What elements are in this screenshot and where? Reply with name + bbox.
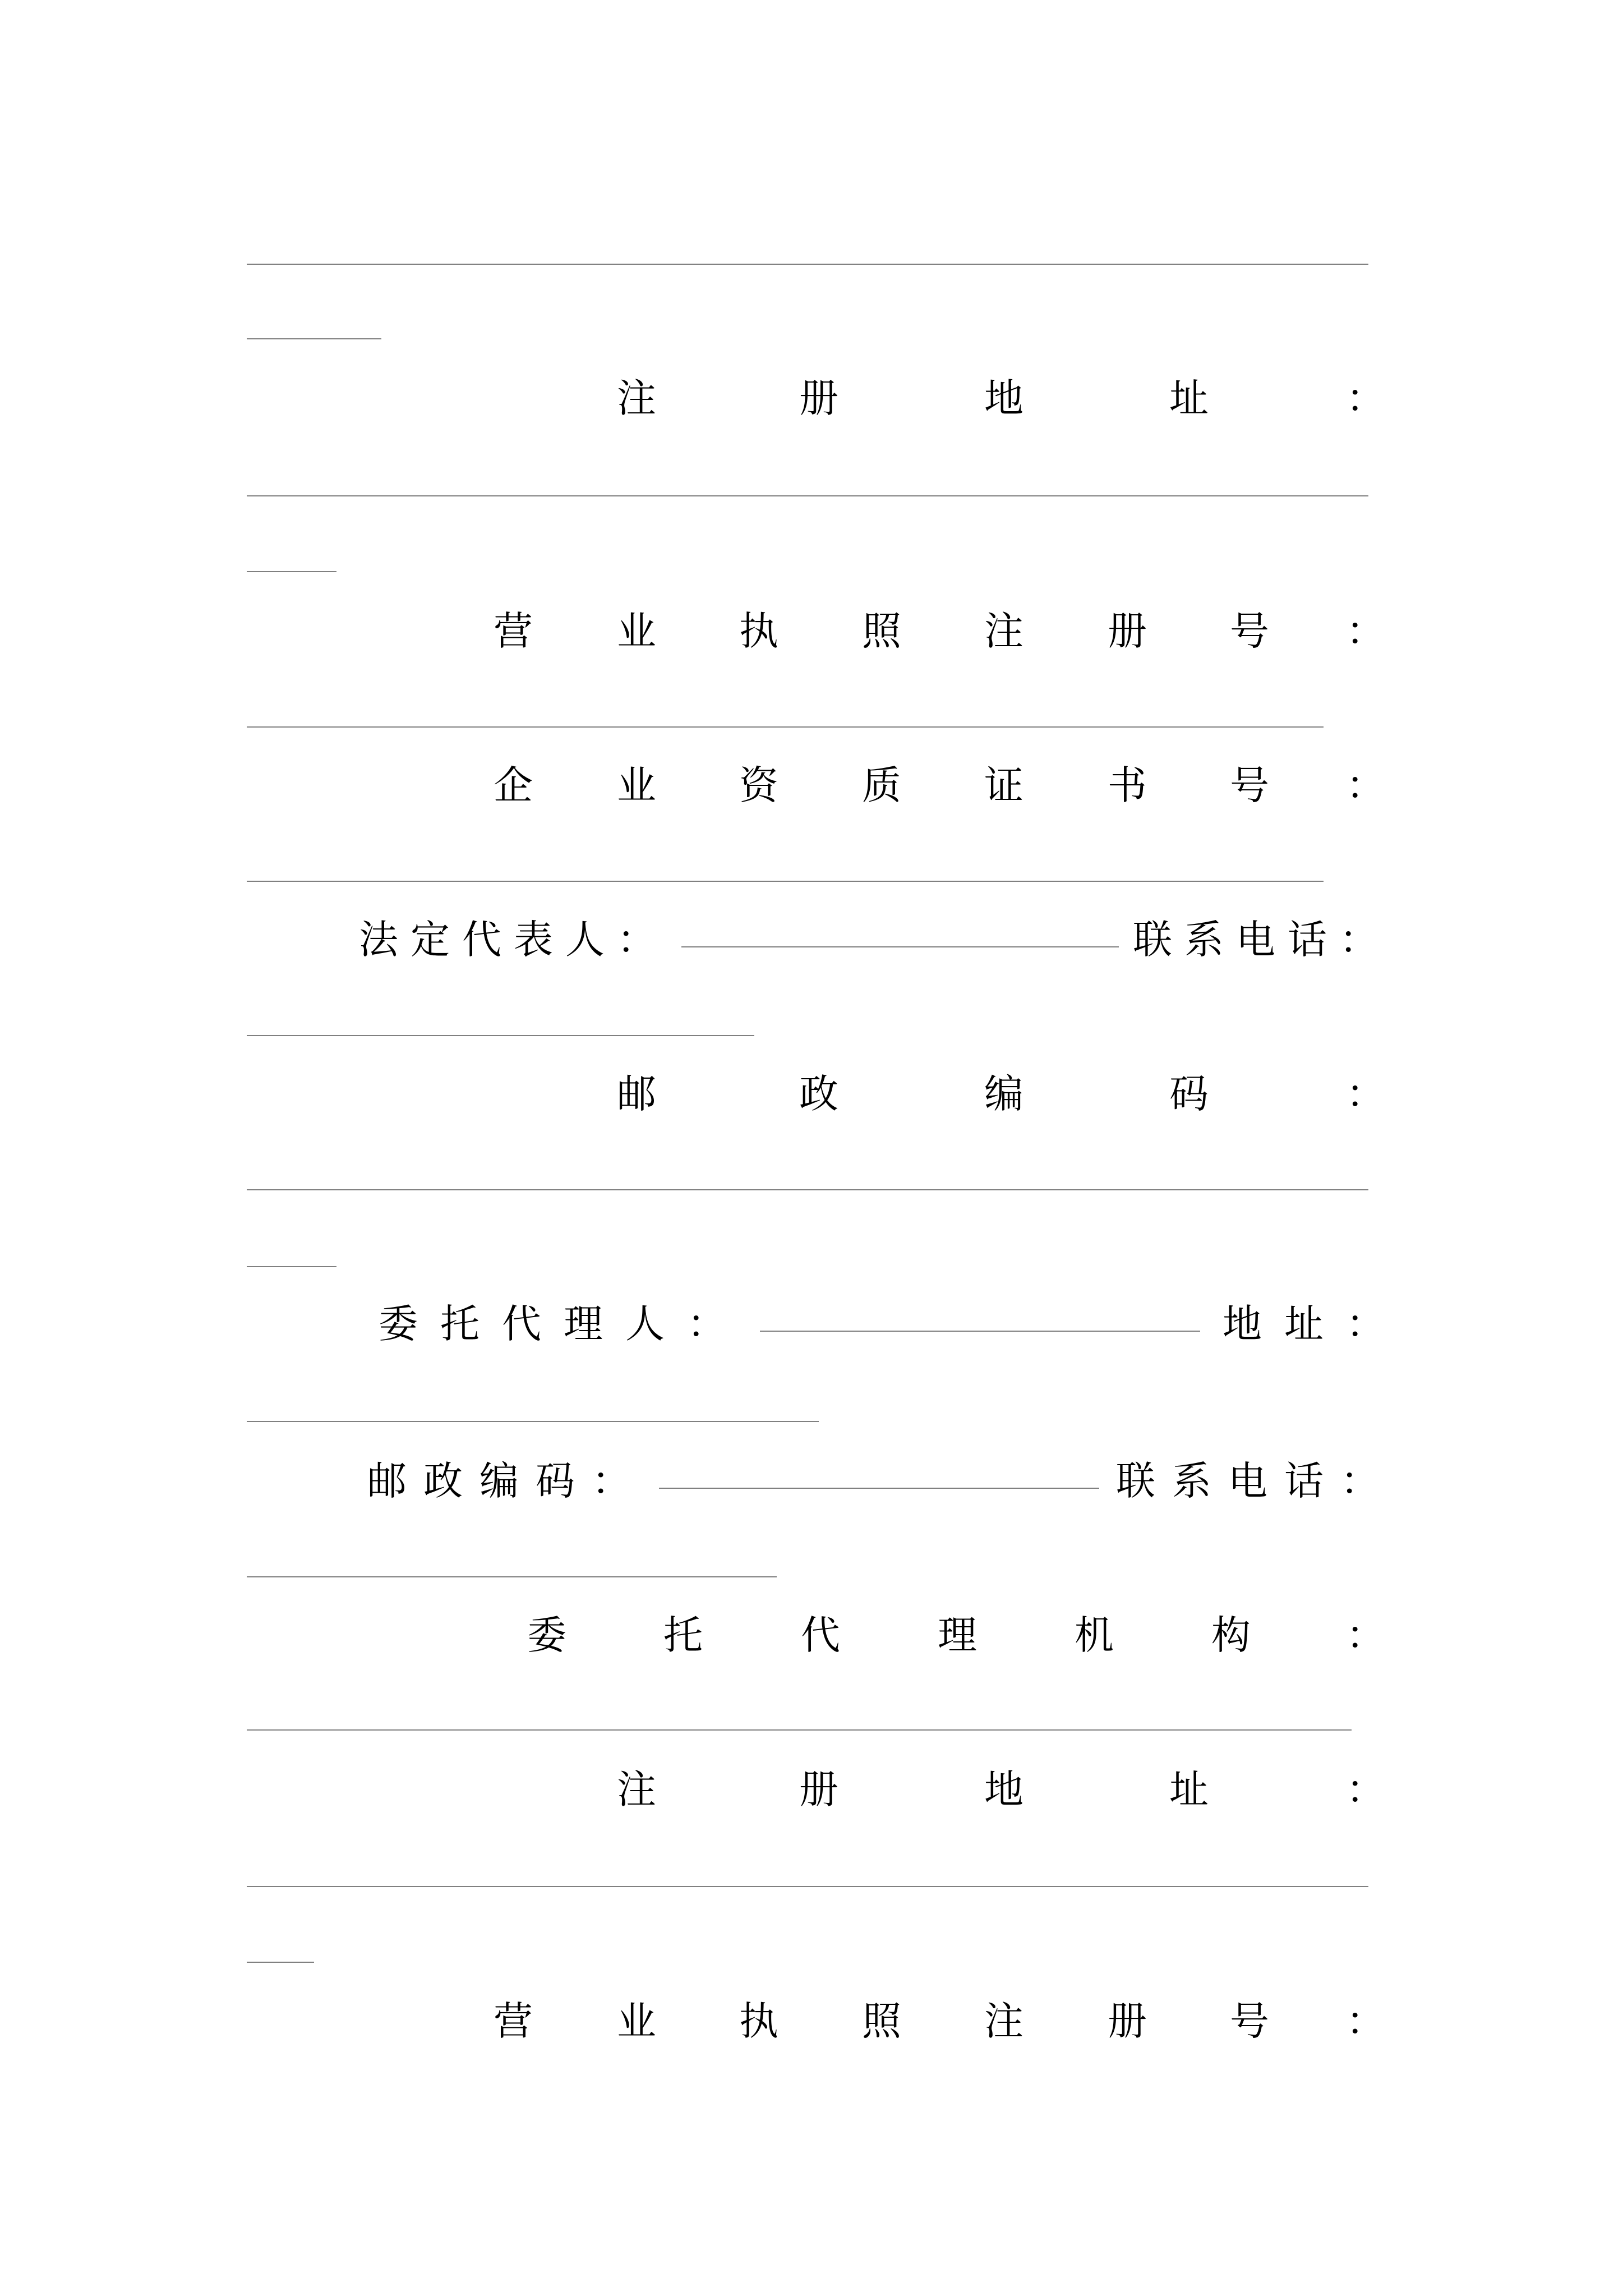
label-char: 码 — [1169, 1071, 1209, 1117]
blank-line — [247, 1189, 1368, 1190]
label-char: 地 — [984, 1766, 1023, 1812]
label-char: 政 — [799, 1071, 838, 1117]
label-char: 资 — [739, 762, 778, 808]
label-char: 号 — [1230, 608, 1269, 654]
label-char: 址 — [1169, 375, 1209, 421]
label-char: 址 — [1169, 1766, 1209, 1812]
label-char: 注 — [984, 1998, 1023, 2044]
blank-line — [247, 1421, 819, 1422]
field-agency — [0, 1607, 1623, 1663]
blank-line — [247, 726, 1324, 728]
blank-line — [247, 1576, 777, 1577]
label-colon: ： — [1346, 1071, 1385, 1117]
label-char: 业 — [617, 1998, 656, 2044]
field-business-license-no — [0, 603, 1623, 659]
label-char: 地 — [984, 375, 1023, 421]
blank-line — [247, 571, 336, 572]
blank-line — [247, 264, 1368, 265]
label-char: 册 — [1108, 608, 1147, 654]
label-colon: ： — [1346, 762, 1385, 808]
label-char: 证 — [984, 762, 1023, 808]
label-char: 注 — [984, 608, 1023, 654]
field-agent-postal-code — [0, 1453, 1623, 1509]
blank-line — [247, 1962, 314, 1963]
blank-line — [247, 881, 1324, 882]
field-agency-registered-address — [0, 1761, 1623, 1818]
label-char: 机 — [1075, 1612, 1114, 1658]
label-char: 册 — [799, 1766, 838, 1812]
label-char: 托 — [663, 1612, 703, 1658]
label-colon: ： — [1346, 1612, 1385, 1658]
label-char: 号 — [1230, 1998, 1269, 2044]
blank-line — [247, 1266, 336, 1267]
label-char: 注 — [617, 375, 656, 421]
label-colon: ： — [1346, 375, 1385, 421]
phone-label: 联系电话： — [1116, 1458, 1396, 1504]
legal-rep-label: 法定代表人： — [359, 917, 668, 963]
blank-line — [659, 1488, 1099, 1489]
label-colon: ： — [1346, 1998, 1385, 2044]
label-char: 册 — [1108, 1998, 1147, 2044]
blank-line — [681, 946, 1119, 947]
blank-line — [247, 495, 1368, 496]
field-postal-code — [0, 1066, 1623, 1122]
label-char: 编 — [984, 1071, 1023, 1117]
label-char: 书 — [1108, 762, 1147, 808]
blank-line — [247, 1886, 1368, 1887]
label-char: 质 — [862, 762, 901, 808]
field-qualification-cert-no — [0, 757, 1623, 813]
label-char: 企 — [494, 762, 533, 808]
postal-label: 邮政编码： — [367, 1458, 648, 1504]
label-char: 构 — [1211, 1612, 1251, 1658]
label-char: 理 — [938, 1612, 977, 1658]
label-char: 照 — [862, 608, 901, 654]
label-char: 业 — [617, 608, 656, 654]
blank-line — [247, 1035, 754, 1036]
blank-line — [247, 338, 381, 339]
blank-line — [247, 1729, 1352, 1731]
field-agency-license-no — [0, 1993, 1623, 2049]
label-char: 注 — [617, 1766, 656, 1812]
label-char: 照 — [862, 1998, 901, 2044]
field-agent — [0, 1296, 1623, 1352]
label-char: 业 — [617, 762, 656, 808]
address-label: 地址： — [1223, 1301, 1408, 1347]
label-char: 邮 — [617, 1071, 656, 1117]
label-colon: ： — [1346, 608, 1385, 654]
label-char: 营 — [494, 608, 533, 654]
label-char: 册 — [799, 375, 838, 421]
label-char: 执 — [739, 1998, 778, 2044]
blank-line — [760, 1331, 1200, 1332]
field-legal-representative — [0, 912, 1623, 968]
agent-label: 委托代理人： — [379, 1301, 749, 1347]
label-char: 号 — [1230, 762, 1269, 808]
label-char: 代 — [801, 1612, 840, 1658]
field-registered-address — [0, 370, 1623, 426]
label-colon: ： — [1346, 1766, 1385, 1812]
label-char: 营 — [494, 1998, 533, 2044]
phone-label: 联系电话： — [1133, 917, 1391, 963]
label-char: 执 — [739, 608, 778, 654]
label-char: 委 — [527, 1612, 566, 1658]
